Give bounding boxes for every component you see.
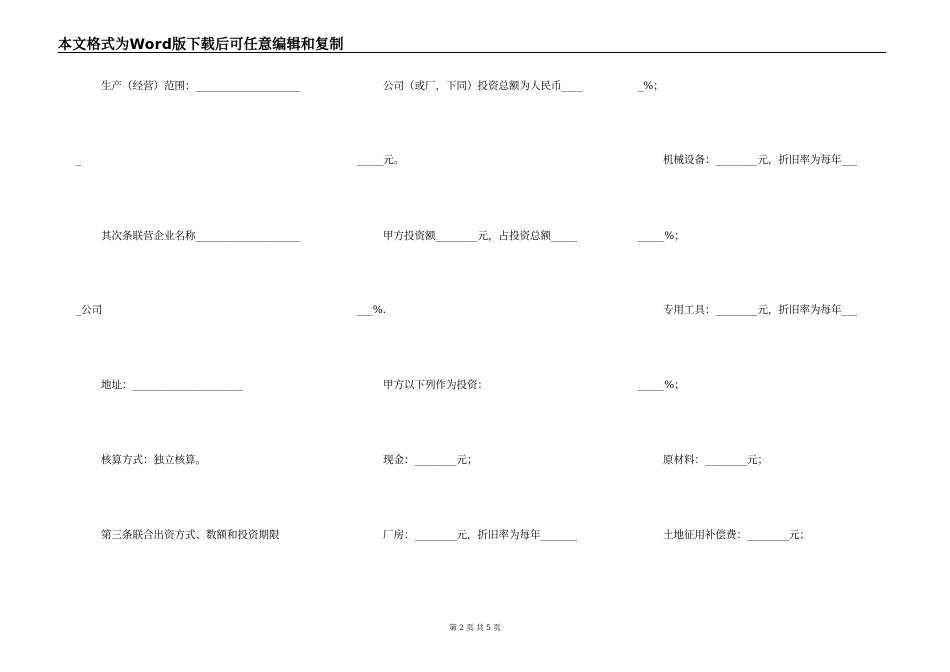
- dash-fragment: _: [76, 154, 82, 166]
- page-number-footer: 第 2 页 共 5 页: [449, 623, 501, 632]
- company-fragment: _公司: [76, 304, 103, 316]
- document-header-title: 本文格式为Word版下载后可任意编辑和复制: [58, 37, 344, 53]
- percent-fragment-2: _____%；: [638, 230, 685, 242]
- total-investment-line: 公司（或厂，下同）投资总额为人民币____: [383, 80, 583, 92]
- yuan-fragment: _____元。: [357, 154, 405, 166]
- business-scope-line: 生产（经营）范围：____________________: [101, 80, 301, 92]
- factory-building-line: 厂房：________元，折旧率为每年_______: [383, 529, 578, 541]
- party-a-items-line: 甲方以下列作为投资：: [383, 379, 488, 391]
- special-tools-line: 专用工具：________元，折旧率为每年___: [663, 304, 858, 316]
- party-a-investment-line: 甲方投资额________元，占投资总额_____: [383, 230, 578, 242]
- article-three-heading: 第三条联合出资方式、数额和投资期限: [101, 529, 280, 541]
- percent-fragment-4: _____%；: [638, 379, 685, 391]
- machinery-line: 机械设备：________元，折旧率为每年___: [663, 154, 858, 166]
- percent-fragment-3: ___%.: [357, 304, 387, 316]
- address-line: 地址：_____________________: [101, 379, 243, 391]
- percent-fragment-1: _%；: [638, 80, 664, 92]
- cash-line: 现金：________元；: [383, 454, 478, 466]
- raw-materials-line: 原材料：________元；: [663, 454, 768, 466]
- enterprise-name-line: 其次条联营企业名称____________________: [101, 230, 301, 242]
- land-compensation-line: 土地征用补偿费：________元；: [663, 529, 810, 541]
- accounting-method-line: 核算方式：独立核算。: [101, 454, 206, 466]
- header-divider: [58, 52, 886, 53]
